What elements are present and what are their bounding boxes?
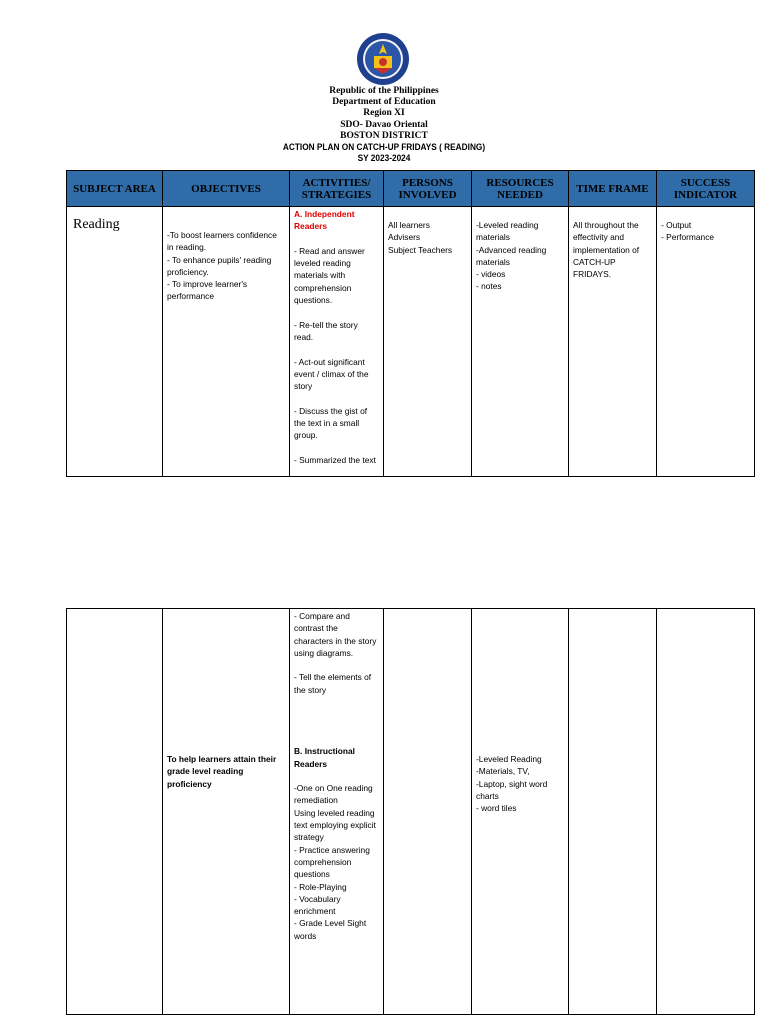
resources-cell: [472, 609, 569, 1015]
success-item: - Performance: [661, 232, 715, 243]
table-row: [67, 609, 755, 1015]
activity-item: - Read and answer leveled reading materials with comprehension questions.: [294, 245, 365, 306]
subject-cell: Reading: [67, 207, 163, 477]
resource-item: -Materials, TV,: [476, 766, 530, 777]
activity-item: - Re-tell the story read.: [294, 319, 358, 342]
header-success: SUCCESS INDICATOR: [657, 171, 755, 207]
person-item: Subject Teachers: [388, 244, 453, 255]
subject-cell: [67, 609, 163, 1015]
person-item: Advisers: [388, 232, 421, 243]
activities-cell: [290, 609, 384, 1015]
header-line-department: Department of Education: [332, 97, 436, 108]
time-frame-cell: [569, 609, 657, 1015]
resource-item: - word tiles: [476, 803, 517, 814]
activity-item: - Compare and contrast the characters in the story using diagrams.: [294, 611, 377, 658]
persons-cell: [384, 609, 472, 1015]
activity-item: - Act-out significant event / climax of the story: [294, 356, 369, 392]
activity-heading-independent: A. Independent Readers: [294, 209, 355, 232]
header-line-district: BOSTON DISTRICT: [340, 130, 428, 141]
activity-item: - Vocabulary enrichment: [294, 893, 341, 917]
success-item: - Output: [661, 220, 692, 230]
activity-heading-instructional: B. Instructional Readers: [294, 746, 355, 769]
resource-item: - notes: [476, 281, 502, 292]
header-line-region: Region XI: [363, 108, 405, 119]
resource-item: - videos: [476, 269, 506, 280]
time-frame-cell: [569, 207, 657, 477]
deped-seal-icon: [356, 32, 410, 86]
resource-item: -Advanced reading materials: [476, 244, 547, 267]
header-line-sdo: SDO- Davao Oriental: [340, 119, 428, 130]
activity-item: Using leveled reading text employing explicit strategy: [294, 807, 376, 843]
person-item: All learners: [388, 220, 430, 230]
objectives-cell: [163, 207, 290, 477]
resource-item: -Laptop, sight word charts: [476, 778, 548, 801]
objective-item: - To improve learner's performance: [167, 279, 248, 302]
time-frame-text: All throughout the effectivity and implementation of CATCH-UP FRIDAYS.: [573, 220, 640, 280]
header-subject-area: SUBJECT AREA: [67, 171, 163, 207]
resource-item: -Leveled reading materials: [476, 220, 539, 243]
header-time-frame: TIME FRAME: [569, 171, 657, 207]
success-cell: [657, 207, 755, 477]
header-objectives: OBJECTIVES: [163, 171, 290, 207]
header-activities: ACTIVITIES/ STRATEGIES: [290, 171, 384, 207]
document-title: ACTION PLAN ON CATCH-UP FRIDAYS ( READING): [282, 142, 486, 153]
action-plan-table: [66, 170, 755, 477]
school-year: SY 2023-2024: [357, 152, 411, 163]
activity-item: - Grade Level Sight words: [294, 918, 367, 941]
resources-cell: [472, 207, 569, 477]
resource-item: -Leveled Reading: [476, 754, 542, 764]
activity-item: - Practice answering comprehension questions: [294, 844, 370, 880]
table-row: [67, 207, 755, 477]
objective-item: -To boost learners confidence in reading.: [167, 230, 277, 253]
success-cell: [657, 609, 755, 1015]
activity-item: - Discuss the gist of the text in a small group.: [294, 405, 368, 441]
header-persons: PERSONS INVOLVED: [384, 171, 472, 207]
header-line-republic: Republic of the Philippines: [329, 86, 439, 96]
objectives-cell: [163, 609, 290, 1015]
objective-item: To help learners attain their grade level reading proficiency: [167, 754, 277, 789]
activity-item: - Summarized the text: [294, 454, 376, 465]
action-plan-table-continued: [66, 608, 755, 1015]
activity-item: - Tell the elements of the story: [294, 672, 372, 695]
header-resources: RESOURCES NEEDED: [472, 171, 569, 207]
activity-item: - Role-Playing: [294, 881, 347, 892]
activity-item: -One on One reading remediation: [294, 783, 373, 806]
document-header: [0, 86, 768, 164]
table-header-row: [67, 171, 755, 207]
activities-cell: [290, 207, 384, 477]
persons-cell: [384, 207, 472, 477]
objective-item: - To enhance pupils' reading proficiency.: [167, 254, 272, 277]
